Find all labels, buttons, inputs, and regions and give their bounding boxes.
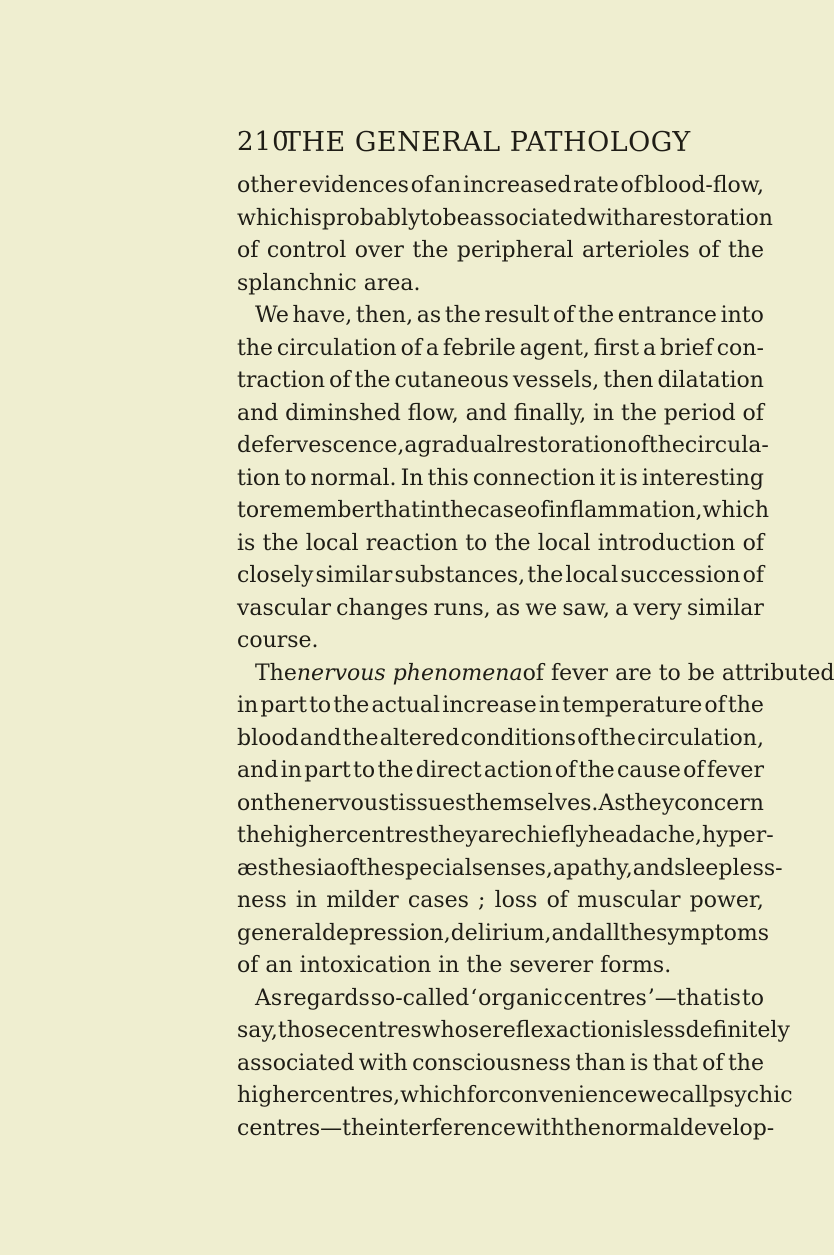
line-text: As regards so-called ‘ organic centres ’—that is to [255, 985, 764, 1011]
line-text: closely similar substances, the local succession of [237, 563, 764, 588]
line-text: of an intoxication in the severer forms. [237, 953, 672, 978]
line-text: centres—the interference with the normal develop- [237, 1115, 775, 1141]
text-line [237, 333, 764, 366]
text-line [237, 495, 770, 528]
text-line [237, 1015, 790, 1048]
text-line [237, 398, 764, 431]
line-text: course. [237, 628, 319, 653]
line-text: and diminshed flow, and finally, in the period of [237, 400, 764, 426]
text-line [237, 430, 769, 463]
text-line [237, 528, 764, 561]
line-text: in part to the actual increase in temperature of the [237, 693, 764, 718]
text-line [237, 788, 764, 821]
line-text: general depression, delirium, and all the symptoms [237, 920, 769, 946]
text-line [237, 593, 764, 626]
text-line [237, 1113, 775, 1146]
line-text: on the nervous tissues themselves. As they concern [237, 790, 764, 816]
text-line [237, 658, 834, 691]
line-text: and in part to the direct action of the cause of fever [237, 758, 764, 783]
line-text: say, those centres whose reflex action is less definitely [237, 1018, 790, 1043]
body-text [237, 170, 834, 1145]
line-text: The [255, 660, 297, 686]
line-text: tion to normal. In this connection it is interesting [237, 465, 764, 491]
text-line [237, 950, 764, 983]
italic-term: nervous phenomena [296, 660, 523, 686]
line-text: blood and the altered conditions of the circulation, [237, 725, 764, 751]
text-line [237, 365, 764, 398]
line-text: the higher centres they are chiefly headache, hyper- [237, 823, 774, 848]
text-line [237, 203, 773, 236]
text-line [237, 853, 783, 886]
line-text: We have, then, as the result of the entrance into [255, 303, 764, 328]
text-line [237, 885, 764, 918]
line-text: æsthesia of the special senses, apathy, and sleepless- [237, 855, 783, 881]
text-line [237, 268, 764, 301]
line-text: the circulation of a febrile agent, first a brief con- [237, 335, 764, 361]
line-text: to remember that in the case of inflammation, which [237, 498, 770, 523]
text-line [237, 300, 764, 333]
text-line [237, 820, 774, 853]
running-title: THE GENERAL PATHOLOGY [283, 127, 691, 158]
text-line [237, 1080, 793, 1113]
line-text: vascular changes runs, as we saw, a very similar [237, 595, 764, 621]
text-line [237, 625, 764, 658]
line-text: traction of the cutaneous vessels, then dilatation [237, 368, 764, 393]
text-line [237, 1048, 764, 1081]
line-text: splanchnic area. [237, 270, 421, 296]
line-text: of control over the peripheral arterioles of the [237, 238, 764, 263]
text-line [237, 983, 764, 1016]
text-line [237, 755, 764, 788]
line-text: is the local reaction to the local introduction of [237, 530, 764, 556]
line-text: higher centres, which for convenience we call psychic [237, 1083, 793, 1108]
text-line [237, 918, 769, 951]
line-text: which is probably to be associated with a restoration [237, 205, 773, 231]
text-line [237, 170, 764, 203]
running-head [0, 127, 800, 167]
line-text: of fever are to be attributed [522, 660, 834, 686]
line-text: defervescence, a gradual restoration of the circula- [237, 433, 769, 458]
text-line [237, 560, 764, 593]
page-number: 210 [237, 127, 290, 157]
text-line [237, 690, 764, 723]
line-text: other evidences of an increased rate of blood-flow, [237, 173, 764, 198]
line-text: ness in milder cases ; loss of muscular power, [237, 888, 764, 913]
text-line [237, 723, 764, 756]
line-text: associated with consciousness than is that of the [237, 1050, 764, 1076]
text-line [237, 463, 764, 496]
text-line [237, 235, 764, 268]
